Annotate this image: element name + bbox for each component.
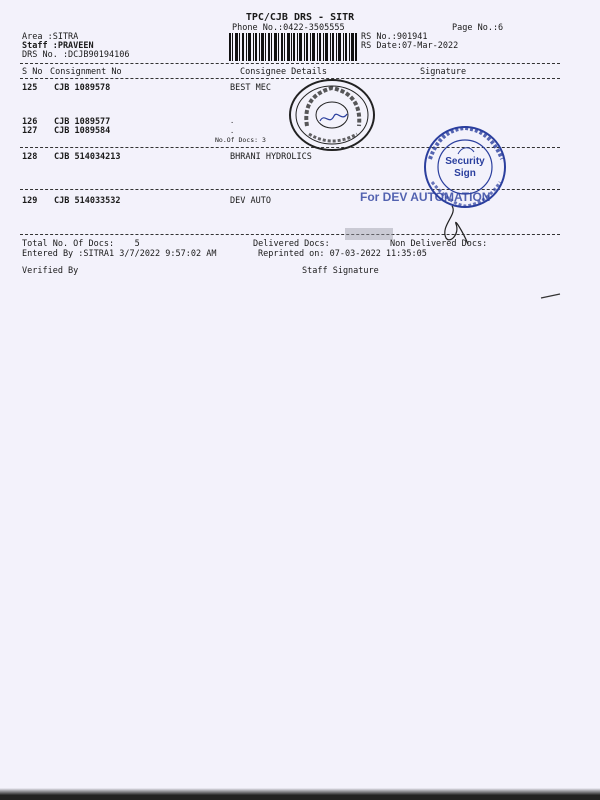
col-sno: S No (22, 67, 43, 77)
header-rule-top (20, 63, 560, 64)
reprinted-on: Reprinted on: 07-03-2022 11:35:05 (258, 249, 427, 259)
row-125-consignee: BEST MEC (230, 83, 271, 93)
col-signature: Signature (420, 67, 467, 77)
row-125-sno: 125 (22, 83, 38, 93)
row-126-consignment: CJB 1089577 (54, 117, 111, 127)
verified-by: Verified By (22, 266, 79, 276)
row-129-sno: 129 (22, 196, 38, 206)
dev-signature (432, 204, 472, 248)
row-129-consignee: DEV AUTO (230, 196, 271, 206)
row-rule-3 (20, 234, 560, 235)
staff-signature-label: Staff Signature (302, 266, 379, 276)
barcode (229, 33, 357, 61)
staff-label: Staff :PRAVEEN (22, 41, 94, 51)
non-delivered-docs: Non Delivered Docs: (390, 239, 488, 249)
delivered-docs: Delivered Docs: (253, 239, 330, 249)
row-128-sno: 128 (22, 152, 38, 162)
col-consignment: Consignment No (50, 67, 122, 77)
scan-edge-shadow (0, 788, 600, 800)
sign-text: Sign (454, 168, 476, 179)
row-127-sno: 127 (22, 126, 38, 136)
rs-number: RS No.:901941 (361, 32, 428, 42)
no-of-docs-note: No.Of Docs: 3 (215, 136, 266, 144)
delivered-smudge (345, 226, 393, 242)
page-number: Page No.:6 (452, 23, 504, 33)
drs-number: DRS No. :DCJB90194106 (22, 50, 130, 60)
row-128-consignee: BHRANI HYDROLICS (230, 152, 312, 162)
entered-by: Entered By :SITRA1 3/7/2022 9:57:02 AM (22, 249, 217, 259)
area-label: Area :SITRA (22, 32, 79, 42)
total-docs: Total No. Of Docs: 5 (22, 239, 140, 249)
stray-mark (540, 292, 562, 300)
dev-automation-stamp: For DEV AUTOMATION (360, 190, 491, 204)
bestomech-stamp (287, 76, 377, 154)
row-127-dot: . (230, 127, 235, 135)
document-title: TPC/CJB DRS - SITR (245, 12, 355, 23)
row-126-dot: . (230, 117, 235, 125)
row-125-consignment: CJB 1089578 (54, 83, 111, 93)
row-126-sno: 126 (22, 117, 38, 127)
row-129-consignment: CJB 514033532 (54, 196, 121, 206)
phone-number: Phone No.:0422-3505555 (232, 23, 345, 33)
security-text: Security (445, 156, 485, 167)
row-127-consignment: CJB 1089584 (54, 126, 111, 136)
rs-date: RS Date:07-Mar-2022 (361, 41, 459, 51)
col-consignee: Consignee Details (240, 67, 327, 77)
row-128-consignment: CJB 514034213 (54, 152, 121, 162)
